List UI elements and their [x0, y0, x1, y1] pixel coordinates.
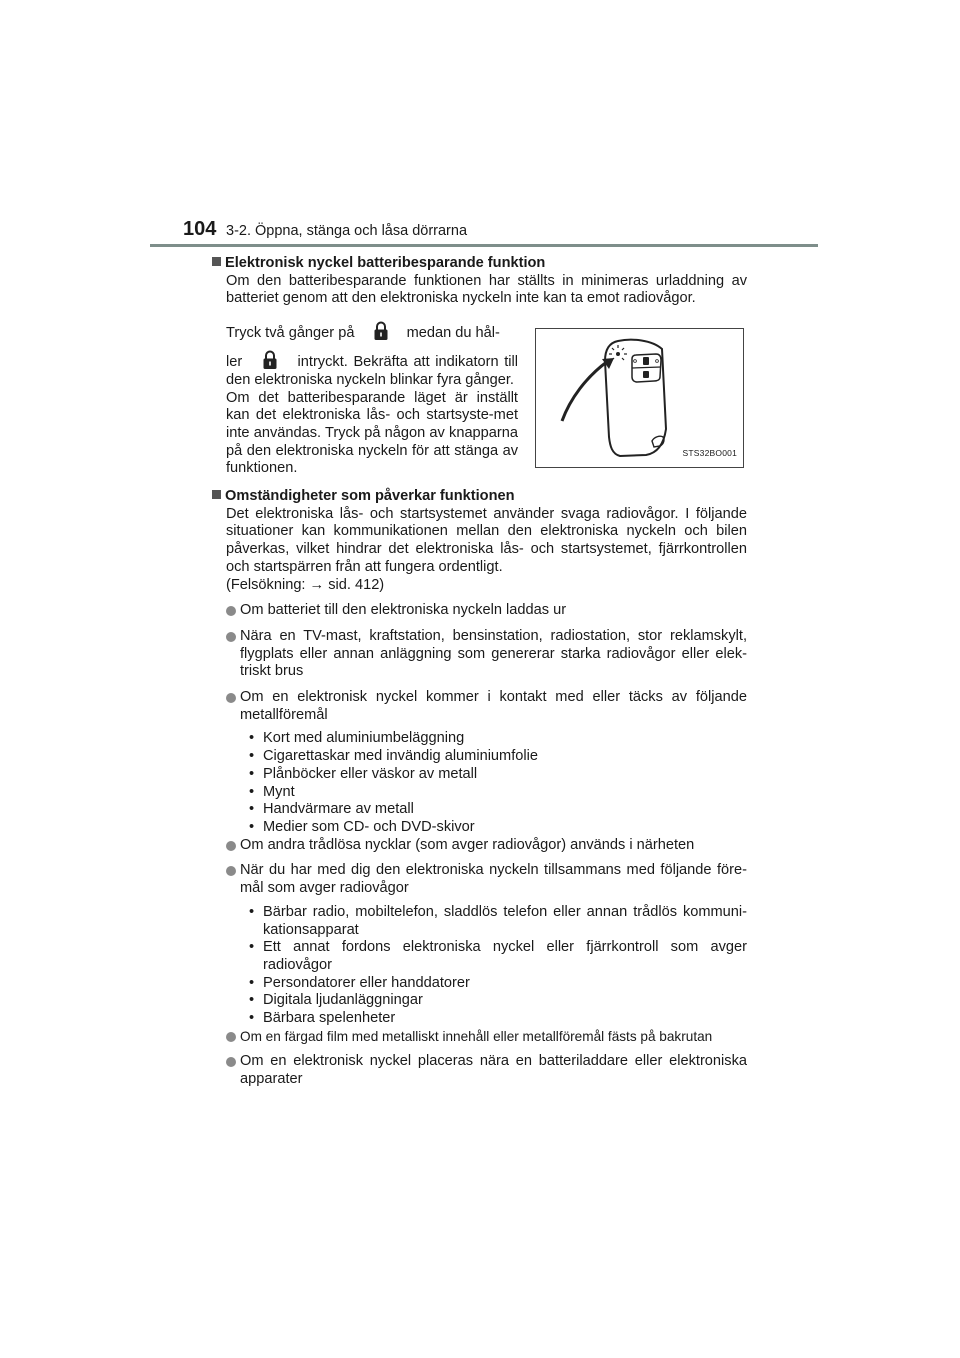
instruction-part-3: ler: [226, 354, 243, 371]
figure-code: STS32BO001: [682, 448, 737, 459]
list-item-text: Om en färgad film med metalliskt innehåll eller metallföremål fästs på bakrutan: [240, 1028, 713, 1044]
instruction-text: [226, 318, 518, 478]
square-bullet-icon: [212, 490, 221, 499]
sub-list-item: • Persondatorer eller handdatorer: [249, 974, 470, 991]
sub-list-item: • Bärbar radio, mobiltelefon, sladdlös telefon eller annan trådlös kommuni-kationsapparat: [249, 903, 747, 938]
lock-icon: [262, 350, 278, 370]
list-item-text: Om batteriet till den elektroniska nyckeln laddas ur: [240, 602, 567, 619]
bullet-icon: [226, 606, 236, 616]
list-item-text: När du har med dig den elektroniska nyckeln tillsammans med följande före-mål som avger radiovågor: [240, 862, 747, 897]
sub-list-item: • Digitala ljudanläggningar: [249, 992, 423, 1009]
list-item: [226, 837, 747, 855]
list-item: [226, 602, 747, 620]
page-number: 104: [183, 218, 217, 240]
troubleshooting-reference: (Felsökning: → sid. 412): [226, 576, 385, 593]
page-content: [212, 255, 747, 1089]
section-title: 3-2. Öppna, stänga och låsa dörrarna: [226, 223, 468, 239]
circumstances-list: [226, 602, 747, 1089]
list-item-text: Om en elektronisk nyckel placeras nära en batteriladdare eller elektroniska apparater: [240, 1053, 747, 1088]
battery-saving-intro: Om den batteribesparande funktionen har ställts in minimeras urladdning av batteriet genom att den elektroniska nyckeln inte kan ta emot radiovågor.: [226, 272, 747, 307]
bullet-icon: [226, 841, 236, 851]
sub-list-item: • Mynt: [249, 783, 295, 800]
list-item-text: Om andra trådlösa nycklar (som avger radiovågor) används i närheten: [240, 836, 695, 853]
sub-list-item: • Cigarettaskar med invändig aluminiumfolie: [249, 748, 538, 765]
list-item: [226, 689, 747, 724]
radio-devices-list: [249, 904, 747, 1028]
lock-icon: [373, 321, 389, 341]
header-rule: [150, 244, 818, 247]
list-item: [226, 862, 747, 897]
heading-text: Elektronisk nyckel batteribesparande funktion: [225, 255, 546, 271]
bullet-icon: [226, 632, 236, 642]
bullet-icon: [226, 866, 236, 876]
circumstances-intro: Det elektroniska lås- och startsystemet använder svaga radiovågor. I följande situationer kan kommunikationen mellan den elektroniska nyckeln och bilen påverkas, vilket hindrar det elektroniska lås- och startsystemet, fjärrkontrollen och startspärren från att fungera ordentligt.: [226, 505, 747, 575]
heading-text: Omständigheter som påverkar funktionen: [225, 488, 515, 505]
sub-list-item: • Medier som CD- och DVD-skivor: [249, 818, 475, 835]
sub-list-item: • Kort med aluminiumbeläggning: [249, 730, 465, 747]
list-item-text: Nära en TV-mast, kraftstation, bensinstation, radiostation, stor reklamskylt, flygplats eller annan anläggning som genererar starka radiovågor eller elek-triskt brus: [240, 627, 747, 680]
bullet-icon: [226, 1032, 236, 1042]
list-item: [226, 1053, 747, 1088]
bullet-icon: [226, 1057, 236, 1067]
square-bullet-icon: [212, 257, 221, 266]
list-item: [226, 1028, 747, 1046]
instruction-part-5: Om det batteribesparande läget är inställt kan det elektroniska lås- och startsyste-met inte användas. Tryck på någon av knapparna på den elektroniska nyckeln för att stänga av funktionen.: [226, 389, 518, 477]
sub-list-item: • Bärbara spelenheter: [249, 1010, 396, 1027]
instruction-part-4: intryckt. Bekräfta att indikatorn till den elektroniska nyckeln blinkar fyra gånger.: [226, 354, 519, 388]
sub-list-item: • Ett annat fordons elektroniska nyckel eller fjärrkontroll som avger radiovågor: [249, 939, 747, 973]
electronic-key-illustration: [535, 328, 744, 468]
instruction-part-1: Tryck två gånger på: [226, 325, 355, 342]
metal-objects-list: [249, 730, 747, 836]
instruction-part-2: medan du hål-: [406, 325, 500, 342]
sub-list-item: • Handvärmare av metall: [249, 801, 414, 818]
heading-circumstances: [212, 488, 747, 506]
heading-battery-saving: [212, 255, 747, 273]
sub-list-item: • Plånböcker eller väskor av metall: [249, 765, 478, 782]
list-item: [226, 628, 747, 681]
bullet-icon: [226, 693, 236, 703]
battery-saving-instructions: [212, 318, 747, 478]
list-item-text: Om en elektronisk nyckel kommer i kontakt med eller täcks av följande metallföremål: [240, 689, 747, 723]
